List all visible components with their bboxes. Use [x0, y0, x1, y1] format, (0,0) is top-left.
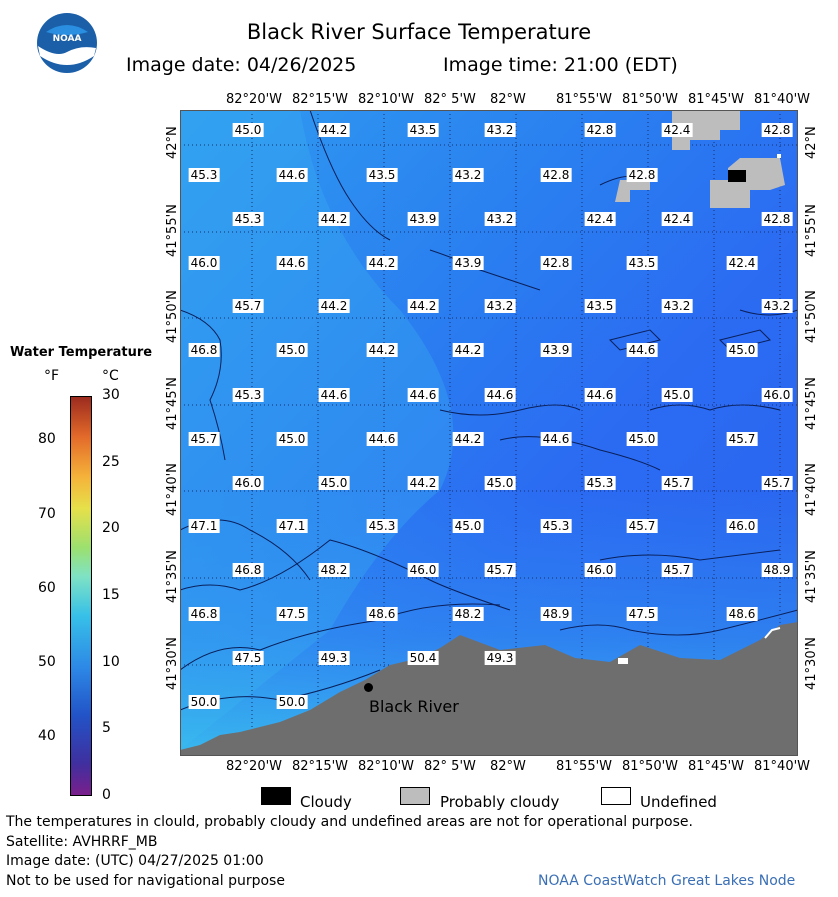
temperature-label: 46.0	[409, 563, 437, 577]
temperature-label: 46.0	[190, 256, 218, 270]
celsius-tick: 25	[102, 453, 120, 470]
lat-label-left: 41°40'N	[165, 463, 180, 517]
lon-label-bottom: 82°10'W	[358, 759, 415, 774]
temperature-label: 44.2	[409, 476, 437, 490]
temperature-label: 44.2	[454, 432, 482, 446]
image-time: Image time: 21:00 (EDT)	[443, 54, 678, 76]
temperature-label: 43.2	[486, 299, 514, 313]
lat-label-right: 41°50'N	[804, 290, 819, 344]
temperature-label: 43.5	[368, 168, 396, 182]
image-date: Image date: 04/26/2025	[126, 54, 357, 76]
lon-label-top: 82°20'W	[226, 92, 283, 107]
temperature-label: 44.6	[542, 432, 570, 446]
temperature-label: 46.0	[234, 476, 262, 490]
temperature-label: 43.2	[763, 299, 791, 313]
lon-label-top: 81°40'W	[754, 92, 811, 107]
temperature-label: 45.0	[486, 476, 514, 490]
temperature-label: 44.6	[278, 168, 306, 182]
celsius-tick: 5	[102, 720, 111, 737]
temperature-label: 43.2	[486, 123, 514, 137]
lat-label-left: 42°N	[165, 126, 180, 160]
temperature-label: 49.3	[486, 651, 514, 665]
temperature-label: 44.2	[320, 299, 348, 313]
temperature-label: 42.8	[763, 123, 791, 137]
temperature-label: 44.6	[628, 343, 656, 357]
temperature-label: 42.8	[542, 168, 570, 182]
temperature-label: 44.2	[368, 256, 396, 270]
lat-label-right: 41°35'N	[804, 550, 819, 604]
temperature-label: 42.4	[663, 212, 691, 226]
temperature-label: 44.6	[409, 388, 437, 402]
temperature-label: 42.4	[586, 212, 614, 226]
cloudy-label: Cloudy	[300, 793, 352, 811]
probably-cloudy-swatch	[400, 787, 430, 805]
temperature-label: 45.7	[628, 519, 656, 533]
temperature-label: 45.0	[320, 476, 348, 490]
undefined-swatch	[601, 787, 631, 805]
legend-unit-c: °C	[102, 368, 119, 384]
lat-label-right: 42°N	[804, 126, 819, 160]
temperature-label: 48.6	[728, 607, 756, 621]
temperature-label: 50.0	[278, 695, 306, 709]
temperature-label: 45.0	[278, 432, 306, 446]
temperature-label: 45.7	[486, 563, 514, 577]
lon-label-top: 81°55'W	[556, 92, 613, 107]
temperature-label: 47.5	[234, 651, 262, 665]
lat-label-right: 41°45'N	[804, 377, 819, 431]
fahrenheit-tick: 60	[38, 579, 56, 596]
fahrenheit-tick: 40	[38, 727, 56, 744]
lat-label-left: 41°35'N	[165, 550, 180, 604]
temperature-label: 45.3	[190, 168, 218, 182]
lon-label-bottom: 82° 5'W	[424, 759, 476, 774]
temperature-label: 42.8	[542, 256, 570, 270]
lon-label-top: 82°10'W	[358, 92, 415, 107]
temperature-label: 46.0	[728, 519, 756, 533]
temperature-label: 45.3	[234, 212, 262, 226]
lat-label-left: 41°30'N	[165, 637, 180, 691]
temperature-label: 45.3	[234, 388, 262, 402]
temperature-label: 46.8	[234, 563, 262, 577]
temperature-label: 43.9	[409, 212, 437, 226]
credit: NOAA CoastWatch Great Lakes Node	[538, 873, 796, 889]
utc-date: Image date: (UTC) 04/27/2025 01:00	[6, 853, 264, 869]
lon-label-bottom: 81°50'W	[622, 759, 679, 774]
temperature-label: 43.9	[454, 256, 482, 270]
temperature-label: 45.7	[234, 299, 262, 313]
temperature-label: 47.5	[628, 607, 656, 621]
lon-label-top: 82°15'W	[292, 92, 349, 107]
temperature-label: 49.3	[320, 651, 348, 665]
temperature-label: 44.2	[368, 343, 396, 357]
temperature-label: 44.2	[409, 299, 437, 313]
lon-label-bottom: 82°15'W	[292, 759, 349, 774]
lat-label-right: 41°30'N	[804, 637, 819, 691]
place-label: Black River	[369, 697, 459, 716]
temperature-label: 46.0	[586, 563, 614, 577]
temperature-label: 43.2	[486, 212, 514, 226]
temperature-label: 48.9	[542, 607, 570, 621]
temperature-label: 45.0	[728, 343, 756, 357]
temperature-label: 44.2	[320, 212, 348, 226]
celsius-tick: 10	[102, 653, 120, 670]
temperature-label: 43.5	[628, 256, 656, 270]
satellite: Satellite: AVHRRF_MB	[6, 834, 158, 850]
temperature-label: 44.6	[368, 432, 396, 446]
temperature-label: 43.5	[586, 299, 614, 313]
temperature-label: 50.0	[190, 695, 218, 709]
celsius-tick: 20	[102, 520, 120, 537]
temperature-label: 45.0	[454, 519, 482, 533]
temperature-label: 47.1	[190, 519, 218, 533]
temperature-map	[180, 110, 798, 756]
temperature-label: 46.0	[763, 388, 791, 402]
legend-unit-f: °F	[44, 368, 60, 384]
temperature-label: 43.2	[663, 299, 691, 313]
celsius-tick: 15	[102, 587, 120, 603]
undefined-label: Undefined	[640, 793, 717, 811]
temperature-label: 48.2	[320, 563, 348, 577]
lat-label-left: 41°55'N	[165, 204, 180, 258]
temperature-label: 48.6	[368, 607, 396, 621]
navigation-note: Not to be used for navigational purpose	[6, 873, 285, 889]
temperature-label: 44.6	[320, 388, 348, 402]
temperature-label: 45.0	[628, 432, 656, 446]
noaa-logo-text: NOAA	[52, 34, 82, 44]
temperature-label: 48.2	[454, 607, 482, 621]
lon-label-bottom: 82°20'W	[226, 759, 283, 774]
lat-label-left: 41°50'N	[165, 290, 180, 344]
temperature-label: 48.9	[763, 563, 791, 577]
temperature-label: 44.2	[320, 123, 348, 137]
temperature-colorbar	[70, 396, 92, 796]
temperature-label: 45.3	[586, 476, 614, 490]
temperature-label: 45.0	[278, 343, 306, 357]
probably-cloudy-label: Probably cloudy	[440, 793, 560, 811]
temperature-label: 45.7	[763, 476, 791, 490]
fahrenheit-tick: 50	[38, 653, 56, 670]
temperature-label: 44.6	[486, 388, 514, 402]
temperature-label: 42.8	[628, 168, 656, 182]
temperature-label: 45.7	[728, 432, 756, 446]
temperature-label: 43.9	[542, 343, 570, 357]
lon-label-top: 81°45'W	[688, 92, 745, 107]
temperature-label: 45.0	[663, 388, 691, 402]
temperature-label: 45.7	[190, 432, 218, 446]
cloudy-swatch	[261, 787, 291, 805]
temperature-label: 44.2	[454, 343, 482, 357]
temperature-label: 44.6	[586, 388, 614, 402]
temperature-label: 45.3	[368, 519, 396, 533]
lon-label-top: 81°50'W	[622, 92, 679, 107]
temperature-label: 45.7	[663, 476, 691, 490]
temperature-label: 46.8	[190, 343, 218, 357]
black-river-marker	[364, 683, 373, 692]
disclaimer: The temperatures in clould, probably cloudy and undefined areas are not for operational purpose.	[6, 814, 693, 830]
temperature-label: 43.5	[409, 123, 437, 137]
lon-label-bottom: 81°55'W	[556, 759, 613, 774]
fahrenheit-tick: 80	[38, 431, 56, 448]
lat-label-left: 41°45'N	[165, 377, 180, 431]
temperature-label: 43.2	[454, 168, 482, 182]
legend-title: Water Temperature	[10, 345, 153, 360]
lon-label-top: 82° 5'W	[424, 92, 476, 107]
celsius-tick: 0	[102, 787, 111, 803]
fahrenheit-tick: 70	[38, 505, 56, 522]
lon-label-bottom: 81°45'W	[688, 759, 745, 774]
temperature-label: 42.8	[586, 123, 614, 137]
lon-label-bottom: 82°W	[490, 759, 526, 774]
temperature-label: 42.4	[663, 123, 691, 137]
lon-label-top: 82°W	[490, 92, 526, 107]
celsius-tick: 30	[102, 387, 120, 403]
temperature-label: 47.1	[278, 519, 306, 533]
temperature-label: 44.6	[278, 256, 306, 270]
lat-label-right: 41°40'N	[804, 463, 819, 517]
lat-label-right: 41°55'N	[804, 204, 819, 258]
temperature-label: 50.4	[409, 651, 437, 665]
temperature-label: 45.7	[663, 563, 691, 577]
page-title: Black River Surface Temperature	[246, 20, 592, 44]
lon-label-bottom: 81°40'W	[754, 759, 811, 774]
temperature-label: 47.5	[278, 607, 306, 621]
temperature-label: 42.8	[763, 212, 791, 226]
temperature-label: 42.4	[728, 256, 756, 270]
temperature-label: 45.0	[234, 123, 262, 137]
temperature-label: 46.8	[190, 607, 218, 621]
temperature-label: 45.3	[542, 519, 570, 533]
